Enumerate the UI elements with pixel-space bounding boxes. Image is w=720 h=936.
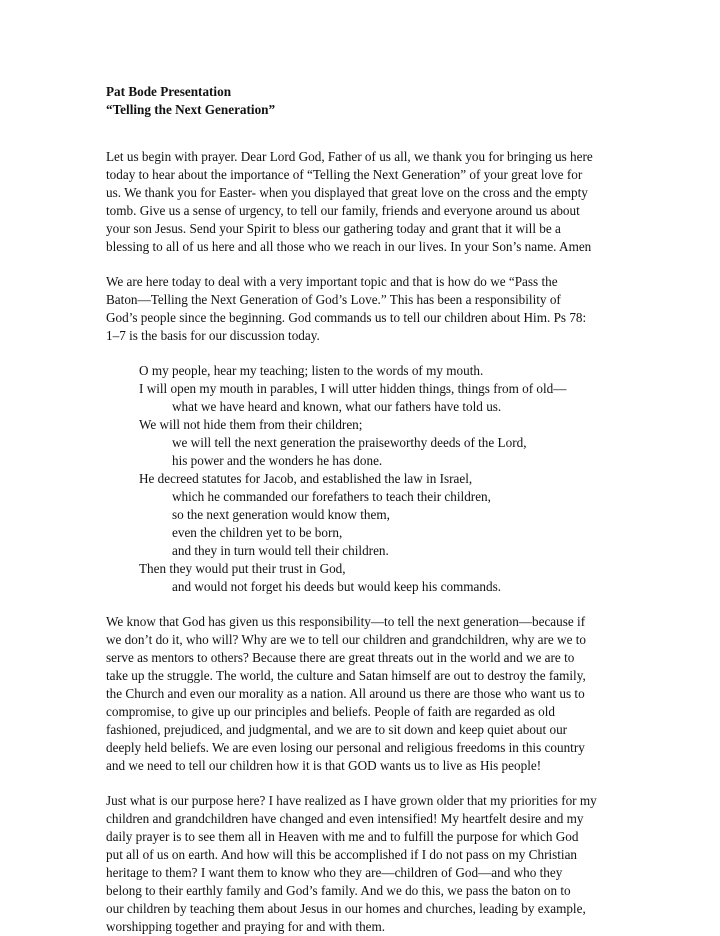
paragraph-line: tomb. Give us a sense of urgency, to tell our family, friends and everyone around us about xyxy=(106,203,580,218)
paragraph-gap xyxy=(106,775,626,792)
responsibility-paragraph xyxy=(106,613,626,775)
verse-line: his power and the wonders he has done. xyxy=(172,453,383,468)
paragraph-gap xyxy=(106,256,626,273)
verse-line: We will not hide them from their children; xyxy=(139,417,363,432)
verse-line: which he commanded our forefathers to teach their children, xyxy=(172,489,491,504)
paragraph-line: the Church and even our morality as a nation. All around us there are those who want us to xyxy=(106,686,585,701)
psalm-quote xyxy=(106,362,626,596)
paragraph-line: put all of us on earth. And how will this be accomplished if I do not pass on my Christian xyxy=(106,847,578,862)
verse-line: He decreed statutes for Jacob, and established the law in Israel, xyxy=(139,471,473,486)
paragraph-line: blessing to all of us here and all those who we reach in our lives. In your Son’s name. Amen xyxy=(106,239,592,254)
paragraph-gap xyxy=(106,596,626,613)
verse-line: so the next generation would know them, xyxy=(172,507,390,522)
paragraph-line: children and grandchildren have changed and even intensified! My heartfelt desire and my xyxy=(106,811,584,826)
paragraph-line: God’s people since the beginning. God commands us to tell our children about Him. Ps 78: xyxy=(106,310,587,325)
presentation-subtitle: “Telling the Next Generation” xyxy=(106,102,276,117)
topic-paragraph xyxy=(106,273,626,345)
paragraph-line: your son Jesus. Send your Spirit to bless our gathering today and grant that it will be a xyxy=(106,221,561,236)
verse-line: what we have heard and known, what our fathers have told us. xyxy=(172,399,502,414)
paragraph-line: our children by teaching them about Jesus in our homes and churches, leading by example, xyxy=(106,901,586,916)
paragraph-line: serve as mentors to others? Because there are great threats out in the world and we are to xyxy=(106,650,575,665)
verse-line: I will open my mouth in parables, I will utter hidden things, things from of old— xyxy=(139,381,567,396)
paragraph-line: deeply held beliefs. We are even losing our personal and religious freedoms in this country xyxy=(106,740,585,755)
presentation-title: Pat Bode Presentation xyxy=(106,84,232,99)
paragraph-line: belong to their earthly family and God’s family. And we do this, we pass the baton on to xyxy=(106,883,571,898)
paragraph-line: today to hear about the importance of “Telling the Next Generation” of your great love for xyxy=(106,167,583,182)
paragraph-gap xyxy=(106,345,626,362)
verse-line: and would not forget his deeds but would keep his commands. xyxy=(172,579,502,594)
verse-line: Then they would put their trust in God, xyxy=(139,561,346,576)
paragraph-line: 1–7 is the basis for our discussion today. xyxy=(106,328,320,343)
paragraph-line: Just what is our purpose here? I have realized as I have grown older that my priorities for my xyxy=(106,793,597,808)
verse-line: and they in turn would tell their children. xyxy=(172,543,389,558)
paragraph-line: and we need to tell our children how it is that GOD wants us to live as His people! xyxy=(106,758,542,773)
paragraph-line: take up the struggle. The world, the culture and Satan himself are out to destroy the family, xyxy=(106,668,586,683)
verse-line: even the children yet to be born, xyxy=(172,525,343,540)
paragraph-line: We know that God has given us this responsibility—to tell the next generation—because if xyxy=(106,614,586,629)
paragraph-line: we don’t do it, who will? Why are we to tell our children and grandchildren, why are we to xyxy=(106,632,586,647)
purpose-paragraph xyxy=(106,792,626,936)
document-header xyxy=(106,83,275,119)
verse-line: O my people, hear my teaching; listen to the words of my mouth. xyxy=(139,363,484,378)
paragraph-line: We are here today to deal with a very important topic and that is how do we “Pass the xyxy=(106,274,558,289)
paragraph-line: daily prayer is to see them all in Heaven with me and to fulfill the purpose for which God xyxy=(106,829,579,844)
paragraph-line: worshipping together and praying for and with them. xyxy=(106,919,386,934)
paragraph-line: compromise, to give up our principles and beliefs. People of faith are regarded as old xyxy=(106,704,555,719)
opening-prayer-paragraph xyxy=(106,148,626,256)
paragraph-line: us. We thank you for Easter- when you displayed that great love on the cross and the empty xyxy=(106,185,588,200)
document-body xyxy=(106,148,626,936)
verse-line: we will tell the next generation the praiseworthy deeds of the Lord, xyxy=(172,435,527,450)
paragraph-line: heritage to them? I want them to know who they are—children of God—and who they xyxy=(106,865,563,880)
paragraph-line: Baton—Telling the Next Generation of God’s Love.” This has been a responsibility of xyxy=(106,292,561,307)
paragraph-line: Let us begin with prayer. Dear Lord God, Father of us all, we thank you for bringing us here xyxy=(106,149,593,164)
paragraph-line: fashioned, prejudiced, and judgmental, and we are to sit down and keep quiet about our xyxy=(106,722,568,737)
